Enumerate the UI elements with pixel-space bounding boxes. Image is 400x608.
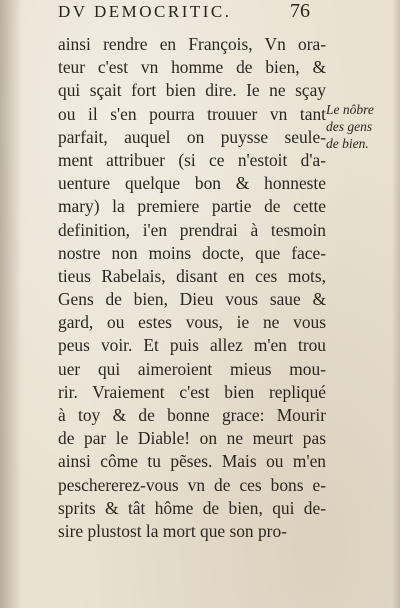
- body-text: [58, 33, 326, 543]
- text-line: à toy & de bonne grace: Mourir: [58, 405, 326, 425]
- text-line: gard, ou estes vous, ie ne vous: [58, 312, 326, 333]
- text-line: mary) la premiere partie de cette: [58, 196, 326, 217]
- text-line: nostre non moins docte, que face-: [58, 242, 326, 263]
- text-line: peschererez-vous vn de ces bons e-: [58, 474, 326, 495]
- text-line: sire plustost la mort que son pro-: [58, 520, 287, 541]
- margin-note-line: Le nôbre: [326, 102, 374, 117]
- text-line: ainsi rendre en François, Vn ora-: [58, 34, 326, 54]
- text-line: ou il s'en pourra trouuer vn tant: [58, 103, 326, 124]
- text-line: sprits & tât hôme de bien, qui de-: [58, 497, 326, 518]
- text-line: uenture quelque bon & honneste: [58, 173, 326, 194]
- text-line: uer qui aimeroient mieus mou-: [58, 358, 326, 379]
- margin-note-line: de bien.: [326, 136, 369, 151]
- text-line: tieus Rabelais, disant en ces mots,: [58, 265, 326, 286]
- text-line: parfait, auquel on puysse seule-: [58, 126, 326, 147]
- page-number: 76: [290, 0, 310, 22]
- text-line: ainsi côme tu pẽses. Mais ou m'en: [58, 451, 326, 472]
- text-line: Gens de bien, Dieu vous saue &: [58, 289, 326, 310]
- running-title: DV DEMOCRITIC.: [58, 2, 232, 21]
- text-line: de par le Diable! on ne meurt pas: [58, 428, 326, 449]
- margin-note-line: des gens: [326, 119, 373, 134]
- text-line: peus voir. Et puis allez m'en trou: [58, 335, 326, 356]
- gutter-shadow: [0, 0, 22, 608]
- text-line: definition, i'en prendrai à tesmoin: [58, 219, 326, 240]
- page-edge-shadow: [392, 0, 400, 608]
- text-line: teur c'est vn homme de bien, &: [58, 57, 326, 78]
- text-line: ment attribuer (si ce n'estoit d'a-: [58, 149, 326, 170]
- text-line: rir. Vraiement c'est bien repliqué: [58, 381, 326, 402]
- text-line: qui sçait fort bien dire. Ie ne sçay: [58, 80, 326, 101]
- margin-note: [326, 101, 398, 152]
